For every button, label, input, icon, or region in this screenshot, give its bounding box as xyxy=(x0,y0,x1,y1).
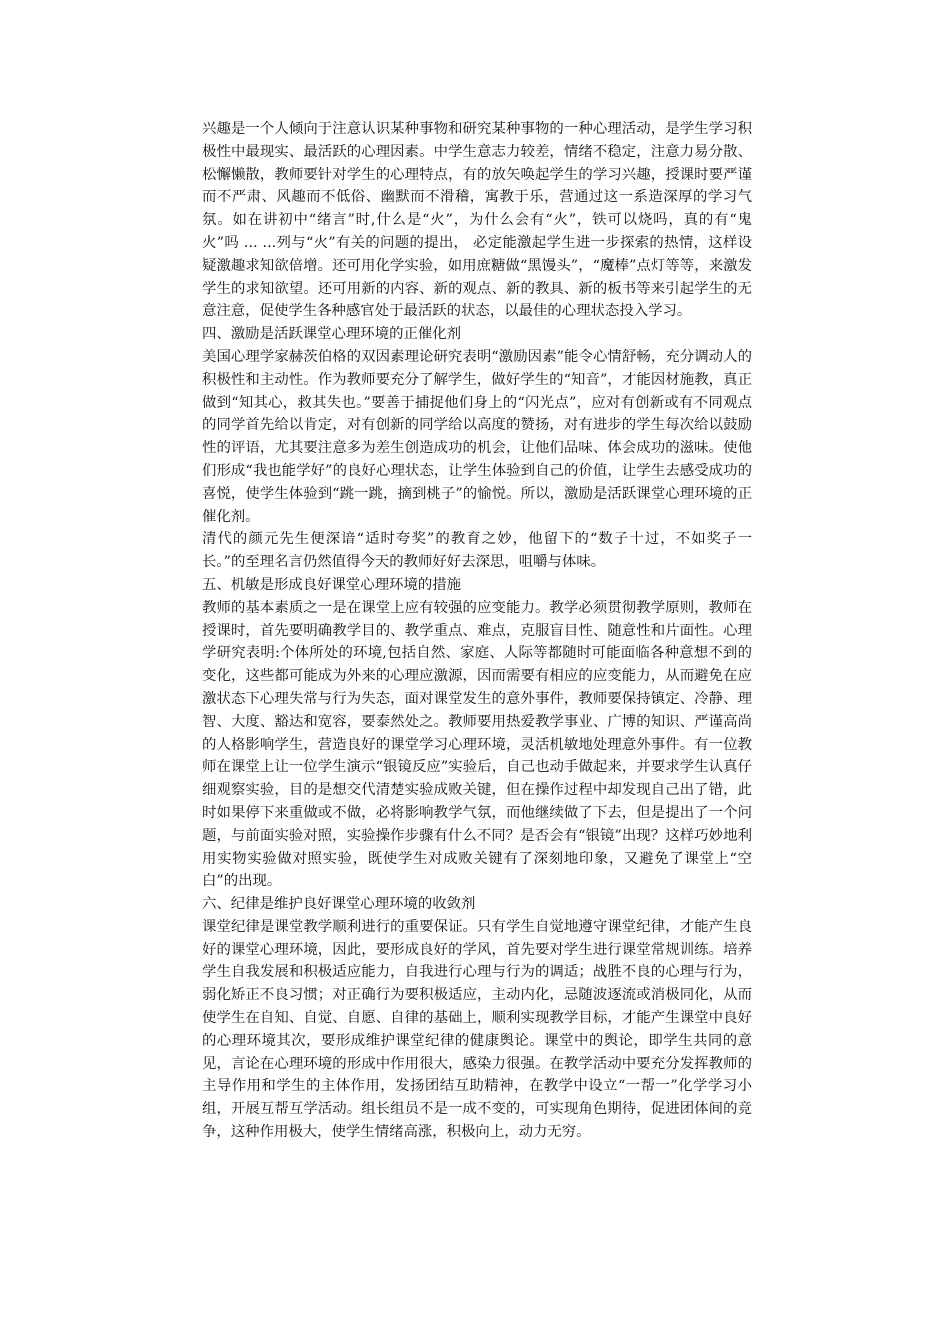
paragraph-yan-yuan-quote: 清代的颜元先生便深谙“适时夸奖”的教育之妙，他留下的“数子十过，不如奖子一长。”的至理名言仍然值得今天的教师好好去深思，咀嚼与体味。 xyxy=(202,531,752,571)
paragraph-interest: 兴趣是一个人倾向于注意认识某种事物和研究某种事物的一种心理活动，是学生学习积极性中最现实、最活跃的心理因素。中学生意志力较差，情绪不稳定，注意力易分散、松懈懒散，教师要针对学生的心理特点，有的放矢唤起学生的学习兴趣，授课时要严谨而不严肃、风趣而不低俗、幽默而不滑稽，寓教于乐，营通过这一系造深厚的学习气氛。如在讲初中“绪言”时,什么是“火”，为什么会有“火”，铁可以烧吗，真的有“鬼火”吗 ... ...列与“火”有关的问题的提出， 必定能激起学生进一步探索的热情，这样设疑激趣求知欲倍增。还可用化学实验，如用庶糖做“黑馒头”，“魔棒”点灯等等，来激发学生的求知欲望。还可用新的内容、新的观点、新的教具、新的板书等来引起学生的无意注意，促使学生各种感官处于最活跃的状态，以最佳的心理状态投入学习。 xyxy=(202,121,752,320)
paragraph-motivation: 美国心理学家赫茨伯格的双因素理论研究表明“激励因素”能令心情舒畅，充分调动人的积极性和主动性。作为教师要充分了解学生，做好学生的“知音”，才能因材施教，真正做到“知其心，救其失也。”要善于捕捉他们身上的“闪光点”，应对有创新或有不同观点的同学首先给以肯定，对有创新的同学给以高度的赞扬，对有进步的学生每次给以鼓励性的评语，尤其要注意多为差生创造成功的机会，让他们品味、体会成功的滋味。使他们形成“我也能学好”的良好心理状态，让学生体验到自己的价值，让学生去感受成功的喜悦，使学生体验到“跳一跳，摘到桃子”的愉悦。所以，激励是活跃课堂心理环境的正催化剂。 xyxy=(202,348,752,525)
document-page xyxy=(202,118,752,1144)
heading-section-5: 五、机敏是形成良好课堂心理环境的措施 xyxy=(202,576,462,593)
paragraph-discipline: 课堂纪律是课堂教学顺利进行的重要保证。只有学生自觉地遵守课堂纪律，才能产生良好的课堂心理环境，因此，要形成良好的学风，首先要对学生进行课堂常规训练。培养学生自我发展和积极适应能力，自我进行心理与行为的调适；战胜不良的心理与行为，弱化矫正不良习惯；对正确行为要积极适应，主动内化，忌随波逐流或消极同化，从而使学生在自知、自觉、自愿、自律的基础上，顺利实现教学目标，才能产生课堂中良好的心理环境其次，要形成维护课堂纪律的健康舆论。课堂中的舆论，即学生共同的意见，言论在心理环境的形成中作用很大，感染力很强。在教学活动中要充分发挥教师的主导作用和学生的主体作用，发扬团结互助精神，在教学中设立“一帮一”化学学习小组，开展互帮互学活动。组长组员不是一成不变的，可实现角色期待，促进团体间的竞争，这种作用极大，使学生情绪高涨，积极向上，动力无穷。 xyxy=(202,918,752,1141)
heading-section-4: 四、激励是活跃课堂心理环境的正催化剂 xyxy=(202,326,462,343)
paragraph-adaptability: 教师的基本素质之一是在课堂上应有较强的应变能力。教学必须贯彻教学原则，教师在授课时，首先要明确教学目的、教学重点、难点，克服盲目性、随意性和片面性。心理学研究表明:个体所处的环境,包括自然、家庭、人际等都随时可能面临各种意想不到的变化，这些都可能成为外来的心理应激源，因而需要有相应的应变能力，从而避免在应激状态下心理失常与行为失态，面对课堂发生的意外事件，教师要保持镇定、冷静、理智、大度、豁达和宽容，要泰然处之。教师要用热爱教学事业、广博的知识、严谨高尚的人格影响学生，营造良好的课堂学习心理环境，灵活机敏地处理意外事件。有一位教师在课堂上让一位学生演示“银镜反应”实验后，自己也动手做起来，并要求学生认真仔细观察实验，目的是想交代清楚实验成败关键，但在操作过程中却发现自己出了错，此时如果停下来重做或不做，必将影响教学气氛，而他继续做了下去，但是提出了一个问题，与前面实验对照，实验操作步骤有什么不同？是否会有“银镜”出现？这样巧妙地利用实物实验做对照实验，既使学生对成败关键有了深刻地印象，又避免了课堂上“空白”的出现。 xyxy=(202,599,752,890)
heading-section-6: 六、纪律是维护良好课堂心理环境的收敛剂 xyxy=(202,896,476,913)
